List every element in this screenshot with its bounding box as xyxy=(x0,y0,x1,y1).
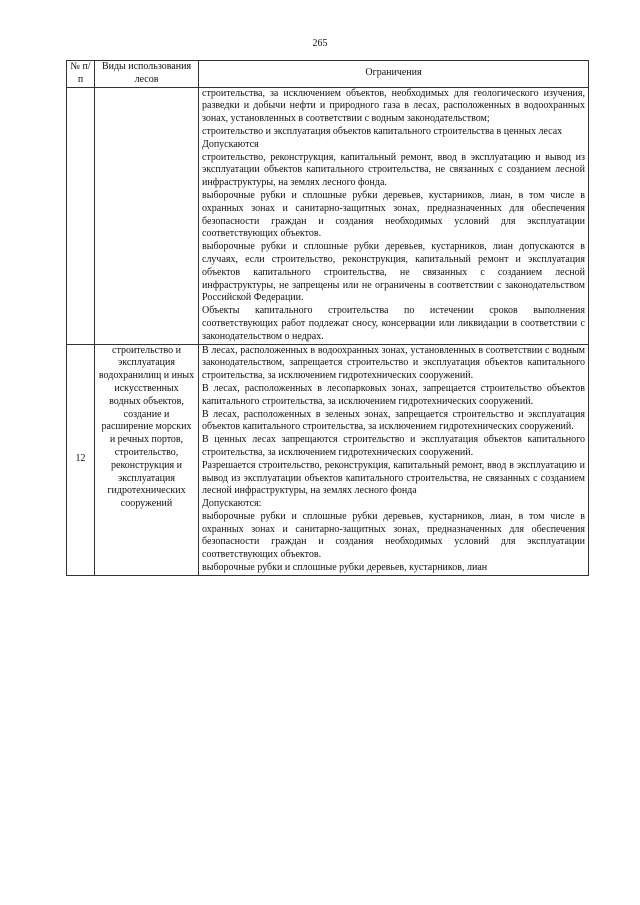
restriction-paragraph: В ценных лесах запрещаются строительство и эксплуатация объектов капитального строительства, за исключением гидротехнических сооружений. xyxy=(202,434,585,458)
restriction-paragraph: выборочные рубки и сплошные рубки деревьев, кустарников, лиан допускаются в случаях, если строительство, реконструкция, капитальный ремонт и эксплуатация объектов капитального строительства, не связанных с созданием лесной инфраструктуры, не запрещены или не ограничены в соответствии с законодательством Российской Федерации. xyxy=(202,241,585,304)
row-continued-number xyxy=(67,87,95,344)
restriction-paragraph: выборочные рубки и сплошные рубки деревьев, кустарников, лиан, в том числе в охранных зонах и санитарно-защитных зонах, предназначенных для обеспечения безопасности граждан и создания необходимых условий для эксплуатации соответствующих объектов. xyxy=(202,510,585,561)
row-continued-restrictions xyxy=(199,87,589,344)
restriction-paragraph: Разрешается строительство, реконструкция, капитальный ремонт, ввод в эксплуатацию и вывод из эксплуатации объектов капитального строительства, не связанных с созданием лесной инфраструктуры, на землях лесного фонда xyxy=(202,459,585,497)
row-continued-uses xyxy=(95,87,199,344)
restriction-paragraph: строительство и эксплуатация объектов капитального строительства в ценных лесах xyxy=(202,125,563,137)
table-row-12 xyxy=(67,344,589,575)
restriction-paragraph: выборочные рубки и сплошные рубки деревьев, кустарников, лиан xyxy=(202,562,488,574)
restriction-paragraph: В лесах, расположенных в лесопарковых зонах, запрещается строительство объектов капитального строительства, за исключением гидротехнических сооружений. xyxy=(202,382,585,407)
restriction-paragraph: строительства, за исключением объектов, необходимых для геологического изучения, разведки и добычи нефти и природного газа в лесах, расположенных в водоохранных зонах, установленных в соответствии с водным законодательством; xyxy=(202,87,585,125)
restriction-paragraph: Объекты капитального строительства по истечении сроков выполнения соответствующих работ подлежат сносу, консервации или ликвидации в соответствии с законодательством о недрах. xyxy=(202,305,585,342)
row-12-restrictions xyxy=(199,344,589,575)
restriction-paragraph: В лесах, расположенных в зеленых зонах, запрещается строительство и эксплуатация объектов капитального строительства, за исключением гидротехнических сооружений. xyxy=(202,408,585,433)
header-number: № п/п xyxy=(67,61,95,88)
table-row-continued xyxy=(67,87,589,344)
restriction-paragraph: Допускаются: xyxy=(202,498,262,510)
row-12-uses: строительство и эксплуатация водохранилищ и иных искусственных водных объектов, создание и расширение морских и речных портов, строительство, реконструкция и эксплуатация гидротехнических сооружений xyxy=(95,344,199,575)
restriction-paragraph: строительство, реконструкция, капитальный ремонт, ввод в эксплуатацию и вывод из эксплуатации объектов капитального строительства, не связанных с созданием лесной инфраструктуры, на землях лесного фонда. xyxy=(202,151,585,189)
restriction-paragraph: выборочные рубки и сплошные рубки деревьев, кустарников, лиан, в том числе в охранных зонах и санитарно-защитных зонах, предназначенных для обеспечения безопасности граждан и создания необходимых условий для эксплуатации соответствующих объектов. xyxy=(202,189,585,240)
row-12-number: 12 xyxy=(67,344,95,575)
restriction-paragraph: Допускаются xyxy=(202,138,259,150)
restriction-paragraph: В лесах, расположенных в водоохранных зонах, установленных в соответствии с водным законодательством, запрещается строительство и эксплуатация объектов капитального строительства, за исключением гидротехнических сооружений. xyxy=(202,344,585,382)
table-header-row xyxy=(67,61,589,88)
restrictions-table xyxy=(66,60,589,576)
page-number: 265 xyxy=(312,38,328,49)
header-forest-uses: Виды использования лесов xyxy=(95,61,199,88)
header-restrictions: Ограничения xyxy=(199,61,589,88)
